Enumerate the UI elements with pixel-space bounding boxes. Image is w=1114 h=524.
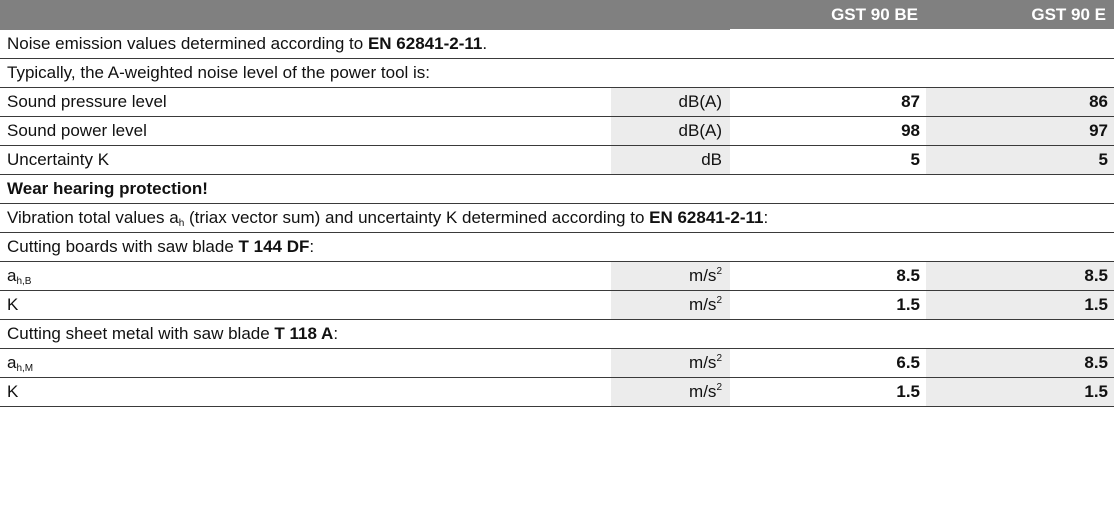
row-value-2: 1.5: [926, 291, 1114, 320]
row-unit: dB(A): [610, 117, 730, 146]
boards-title: Cutting boards with saw blade T 144 DF:: [0, 233, 1114, 262]
table-row: [0, 117, 1114, 146]
row-value-2: 8.5: [926, 262, 1114, 291]
row-unit: $m/s^2$: [610, 262, 730, 291]
row-value-1: 1.5: [730, 291, 926, 320]
table-header-row: [0, 0, 1114, 30]
table-row: [0, 88, 1114, 117]
noise-intro: Noise emission values determined according to EN 62841-2-11.: [0, 30, 1114, 59]
row-value-2: 86: [926, 88, 1114, 117]
table-row: [0, 378, 1114, 407]
table-row: [0, 349, 1114, 378]
row-value-1: 8.5: [730, 262, 926, 291]
header-model-2: GST 90 E: [926, 0, 1114, 30]
row-unit: $m/s^2$: [610, 291, 730, 320]
row-label: Uncertainty K: [0, 146, 610, 175]
table-row: [0, 204, 1114, 233]
header-blank: [0, 0, 730, 30]
row-value-2: 5: [926, 146, 1114, 175]
metal-title: Cutting sheet metal with saw blade T 118 A:: [0, 320, 1114, 349]
table-row: [0, 30, 1114, 59]
row-label: Sound pressure level: [0, 88, 610, 117]
table-row: [0, 291, 1114, 320]
table-row: [0, 175, 1114, 204]
row-unit: $m/s^2$: [610, 378, 730, 407]
noise-typical: Typically, the A-weighted noise level of the power tool is:: [0, 59, 1114, 88]
row-unit: $m/s^2$: [610, 349, 730, 378]
row-value-2: 1.5: [926, 378, 1114, 407]
row-label: $a_{h,M}$: [0, 349, 610, 378]
row-label: K: [0, 378, 610, 407]
row-value-1: 5: [730, 146, 926, 175]
row-unit: dB: [610, 146, 730, 175]
row-value-1: 1.5: [730, 378, 926, 407]
row-value-1: 87: [730, 88, 926, 117]
row-value-1: 6.5: [730, 349, 926, 378]
table-row: [0, 262, 1114, 291]
row-label: $a_{h,B}$: [0, 262, 610, 291]
row-unit: dB(A): [610, 88, 730, 117]
table-row: [0, 320, 1114, 349]
table-row: [0, 233, 1114, 262]
row-label: K: [0, 291, 610, 320]
header-model-1: GST 90 BE: [730, 0, 926, 30]
row-value-2: 97: [926, 117, 1114, 146]
vibration-intro: Vibration total values $a_h$ (triax vector sum) and uncertainty K determined according to EN 62841-2-11:: [0, 204, 1114, 233]
table-row: [0, 59, 1114, 88]
row-value-1: 98: [730, 117, 926, 146]
row-value-2: 8.5: [926, 349, 1114, 378]
table-row: [0, 146, 1114, 175]
row-label: Sound power level: [0, 117, 610, 146]
hearing-warning: Wear hearing protection!: [0, 175, 1114, 204]
